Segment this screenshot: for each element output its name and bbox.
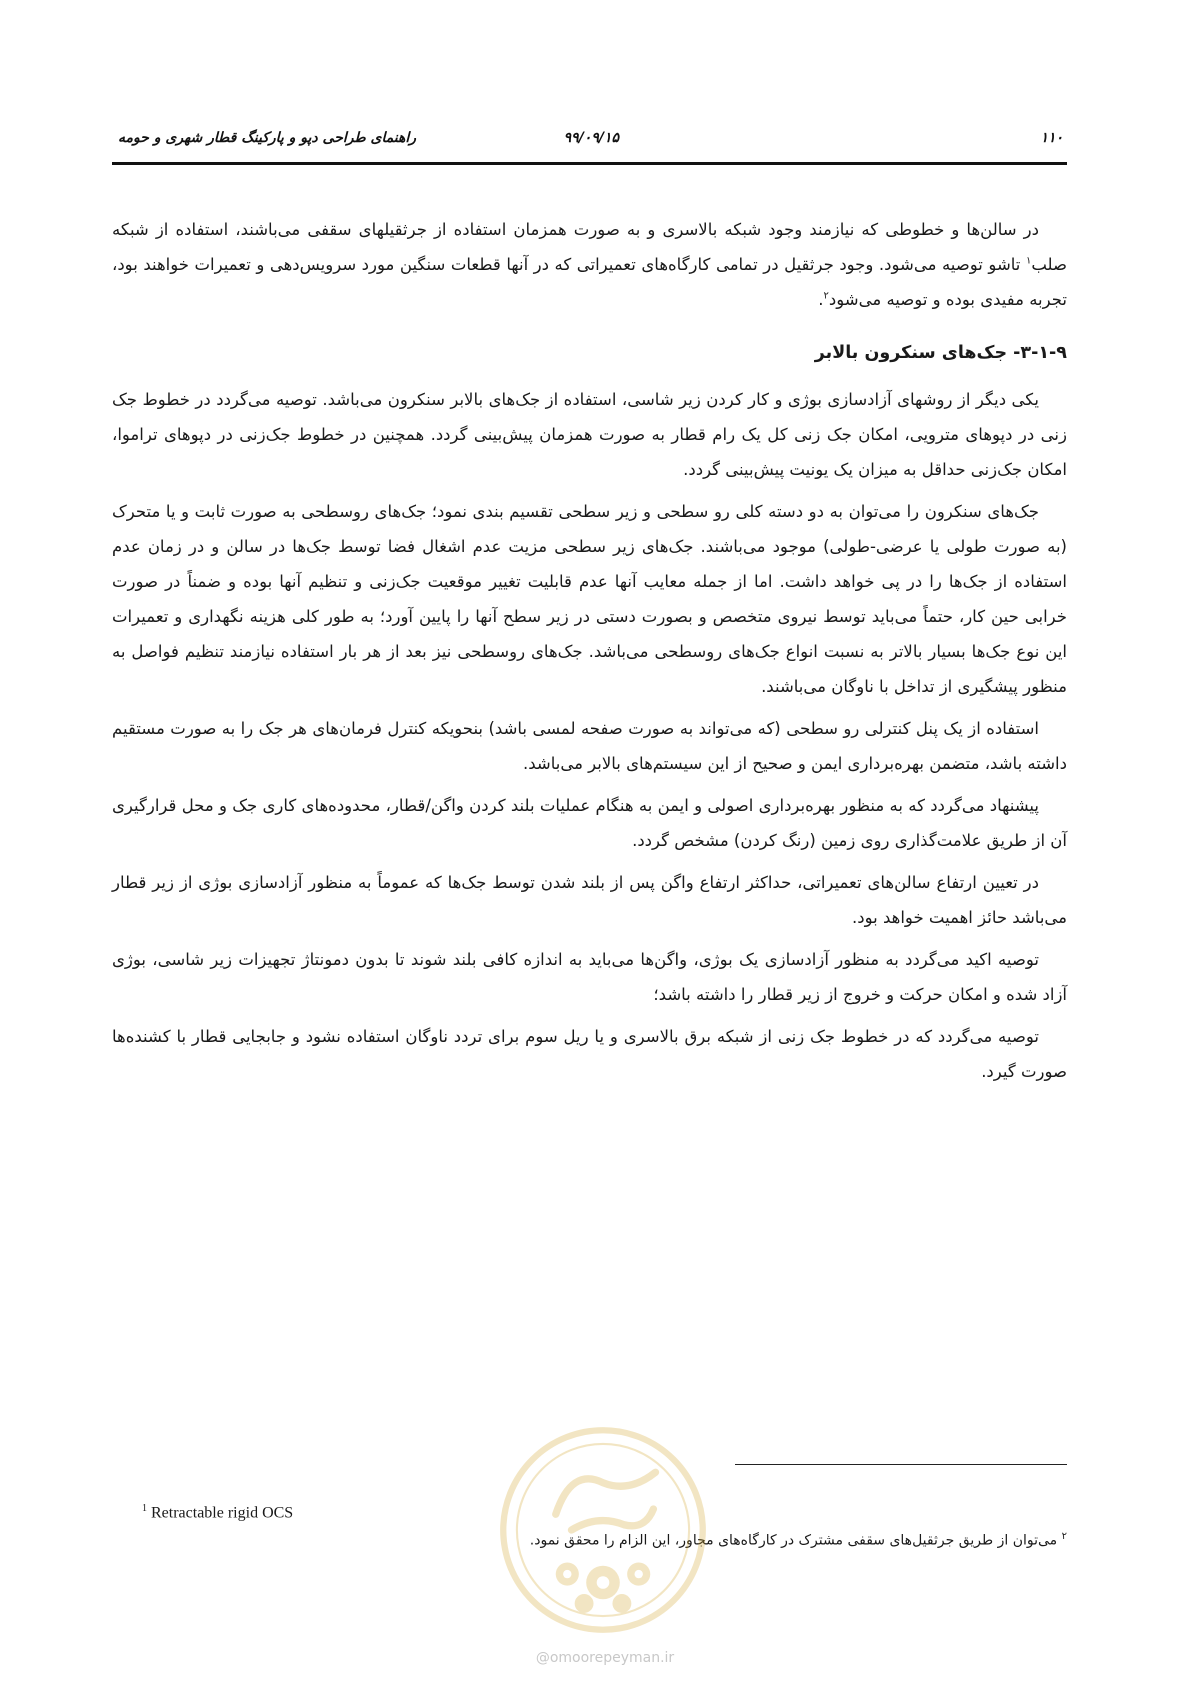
body-paragraph: در تعیین ارتفاع سالن‌های تعمیراتی، حداکثر ارتفاع واگن پس از بلند شدن توسط جک‌ها که عموماً به منظور آزادسازی بوژی از زیر قطار می‌باشد حائز اهمیت خواهد بود. [112,873,1067,927]
footnote-1-marker: 1 [142,1503,147,1514]
footnote-2-text: می‌توان از طریق جرثقیل‌های سقفی مشترک در کارگاه‌های مجاور، این الزام را محقق نمود. [529,1532,1062,1549]
footnote-ref-1[interactable]: ۱ [1025,255,1032,267]
footnote-1 [142,1503,293,1522]
intro-text-part1: در سالن‌ها و خطوطی که نیازمند وجود شبکه بالاسری و به صورت همزمان استفاده از جرثقیلهای سقفی می‌باشند، استفاده از شبکه صلب [112,220,1067,274]
intro-text-part2: تاشو توصیه می‌شود. وجود جرثقیل در تمامی کارگاه‌های تعمیراتی که در آنها قطعات سنگین مورد سرویس‌دهی و تعمیرات خواهند بود، تجربه مفیدی بوده و توصیه می‌شود [112,255,1067,309]
page-header [112,128,1067,152]
section-heading: ۳-۱-۹- جک‌های سنکرون بالابر [814,343,1067,363]
page-number: ۱۱۰ [1040,130,1063,146]
intro-text-part3: . [818,290,824,309]
body-paragraph: استفاده از یک پنل کنترلی رو سطحی (که می‌تواند به صورت صفحه لمسی باشد) بنحویکه کنترل فرمان‌های هر جک را به صورت مستقیم داشته باشد، متضمن بهره‌برداری ایمن و صحیح از این سیستم‌های بالابر می‌باشد. [112,719,1067,773]
body-paragraph: جک‌های سنکرون را می‌توان به دو دسته کلی رو سطحی و زیر سطحی تقسیم بندی نمود؛ جک‌های روسطحی به صورت ثابت و یا متحرک (به صورت طولی یا عرضی-طولی) موجود می‌باشند. جک‌های زیر سطحی مزیت عدم اشغال فضا توسط جک‌ها در سالن و در زمان عدم استفاده از جک‌ها را در پی خواهد داشت. اما از جمله معایب آنها عدم قابلیت تغییر موقعیت جک‌زنی و تنظیم آنها بوده و ضمناً در صورت خرابی حین کار، حتماً می‌باید توسط نیروی متخصص و بصورت دستی در زیر سطح آنها را پایین آورد؛ به طور کلی هزینه نگهداری و تعمیرات این نوع جک‌ها بسیار بالاتر به نسبت انواع جک‌های روسطحی می‌باشد. جک‌های روسطحی نیز بعد از هر بار استفاده نیازمند تنظیم فواصل به منظور پیشگیری از تداخل با ناوگان می‌باشند. [112,502,1067,696]
footnote-divider [735,1464,1067,1465]
watermark-logo-icon [498,1425,708,1635]
body-paragraph: یکی دیگر از روشهای آزادسازی بوژی و کار کردن زیر شاسی، استفاده از جک‌های بالابر سنکرون می‌باشد. توصیه می‌گردد در خطوط جک زنی در دپوهای مترویی، امکان جک زنی کل یک رام قطار به صورت همزمان پیش‌بینی گردد. همچنین در خطوط جک‌زنی در دپوهای تراموا، امکان جک‌زنی حداقل به میزان یک یونیت پیش‌بینی گردد. [112,390,1067,479]
footnote-1-text: Retractable rigid OCS [147,1504,294,1522]
header-divider [112,162,1067,165]
body-paragraph: توصیه می‌گردد که در خطوط جک زنی از شبکه برق بالاسری و یا ریل سوم برای تردد ناوگان استفاده نشود و جابجایی قطار با کشنده‌ها صورت گیرد. [112,1027,1067,1081]
watermark-text: @omoorepeyman.ir [535,1650,675,1666]
main-content [112,212,1067,1096]
intro-paragraph [112,212,1067,317]
body-paragraph: توصیه اکید می‌گردد به منظور آزادسازی یک بوژی، واگن‌ها می‌باید به اندازه کافی بلند شوند تا بدون دمونتاژ تجهیزات زیر شاسی، بوژی آزاد شده و امکان حرکت و خروج از زیر قطار را داشته باشد؛ [112,950,1067,1004]
footnote-ref-2[interactable]: ۲ [823,290,829,302]
document-title: راهنمای طراحی دپو و پارکینگ قطار شهری و حومه [118,130,417,146]
footnote-2-marker: ۲ [1061,1531,1067,1542]
body-paragraph: پیشنهاد می‌گردد که به منظور بهره‌برداری اصولی و ایمن به هنگام عملیات بلند کردن واگن/قطار، محدوده‌های کاری جک و محل قرارگیری آن از طریق علامت‌گذاری روی زمین (رنگ کردن) مشخص گردد. [112,796,1067,850]
header-date: ۹۹/۰۹/۱۵ [563,130,619,146]
